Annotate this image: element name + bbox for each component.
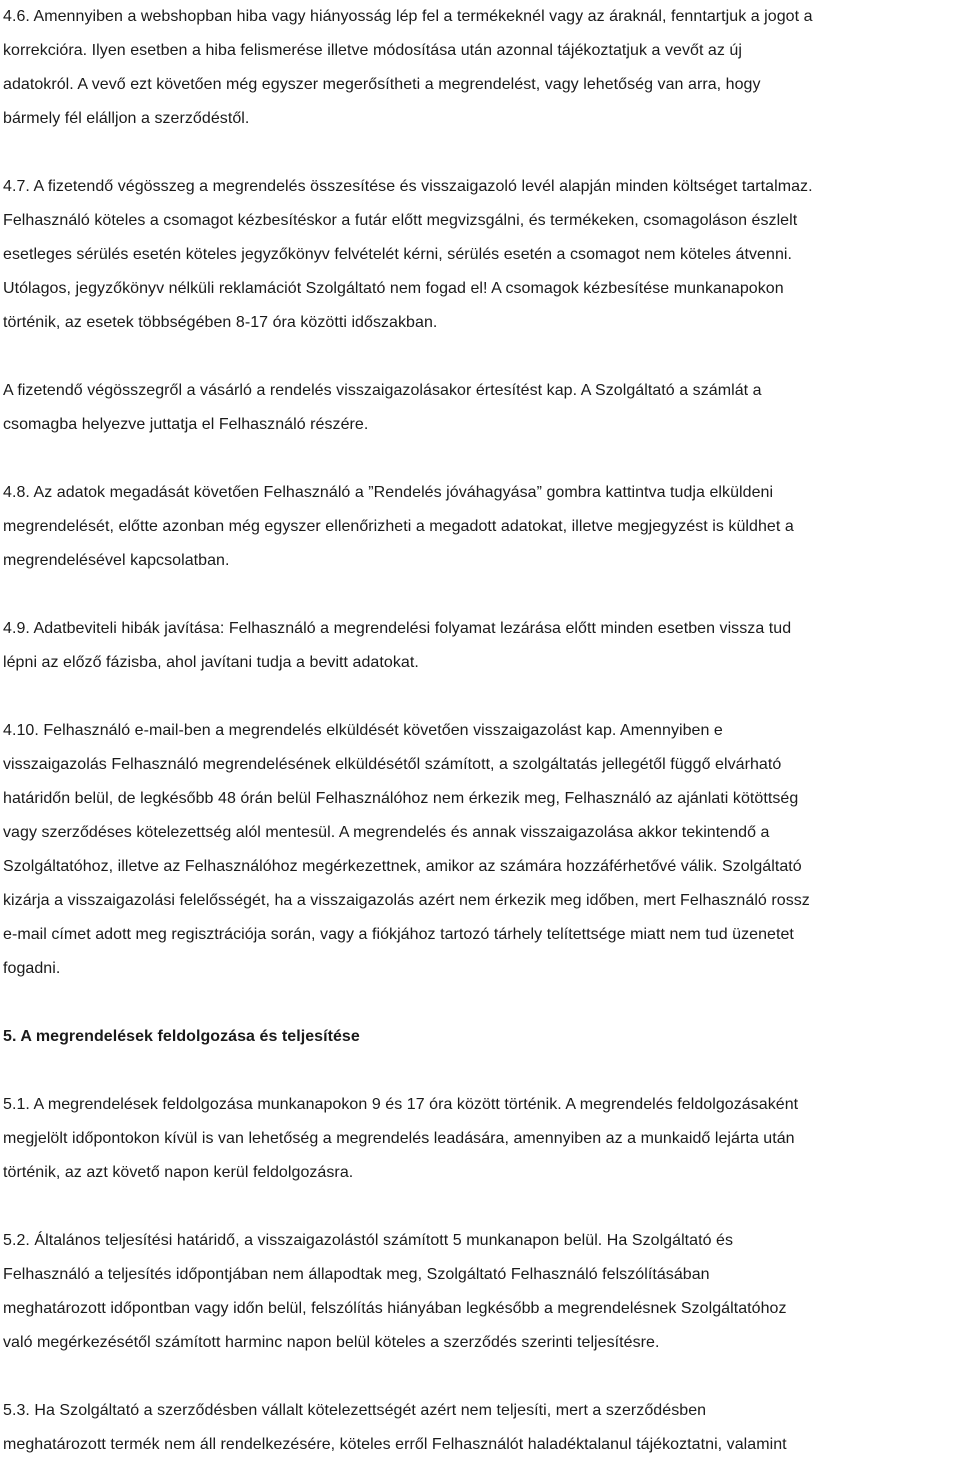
- text-line: lépni az előző fázisba, ahol javítani tudja a bevitt adatokat.: [3, 654, 419, 671]
- text-line: vagy szerződéses kötelezettség alól mentesül. A megrendelés és annak visszaigazolása akkor tekintendő a: [3, 824, 770, 841]
- text-line: 4.10. Felhasználó e-mail-ben a megrendelés elküldését követően visszaigazolást kap. Amennyiben e: [3, 722, 723, 739]
- text-line: fogadni.: [3, 960, 61, 977]
- text-line: korrekcióra. Ilyen esetben a hiba felismerése illetve módosítása után azonnal tájékoztatjuk a vevőt az új: [3, 42, 742, 59]
- paragraph-4-8: [3, 476, 955, 578]
- paragraph-4-9: [3, 612, 955, 680]
- paragraph-5-3: [3, 1394, 955, 1462]
- paragraph-4-10: [3, 714, 955, 986]
- text-line: 4.8. Az adatok megadását követően Felhasználó a ”Rendelés jóváhagyása” gombra kattintva tudja elküldeni: [3, 484, 774, 501]
- text-line: Utólagos, jegyzőkönyv nélküli reklamációt Szolgáltató nem fogad el! A csomagok kézbesítése munkanapokon: [3, 280, 784, 297]
- paragraph-5-2: [3, 1224, 955, 1360]
- paragraph-4-6: [3, 0, 955, 136]
- text-line: csomagba helyezve juttatja el Felhasználó részére.: [3, 416, 369, 433]
- text-line: bármely fél elálljon a szerződéstől.: [3, 110, 250, 127]
- paragraph-invoice: [3, 374, 955, 442]
- paragraph-4-7: [3, 170, 955, 340]
- paragraph-spacer: [3, 680, 955, 714]
- text-line: Szolgáltatóhoz, illetve az Felhasználóhoz megérkezettnek, amikor az számára hozzáférhetővé válik. Szolgáltató: [3, 858, 802, 875]
- text-line: e-mail címet adott meg regisztrációja során, vagy a fiókjához tartozó tárhely telítettsége miatt nem tud üzenetet: [3, 926, 794, 943]
- text-line: meghatározott időpontban vagy időn belül, felszólítás hiányában legkésőbb a megrendelésnek Szolgáltatóhoz: [3, 1300, 787, 1317]
- text-line: meghatározott termék nem áll rendelkezésére, köteles erről Felhasználót haladéktalanul tájékoztatni, valamint: [3, 1436, 787, 1453]
- text-line: visszaigazolás Felhasználó megrendelésének elküldésétől számított, a szolgáltatás jellegétől függő elvárható: [3, 756, 782, 773]
- text-line: megrendelésével kapcsolatban.: [3, 552, 230, 569]
- section-heading: 5. A megrendelések feldolgozása és teljesítése: [3, 1028, 360, 1045]
- paragraph-spacer: [3, 442, 955, 476]
- text-line: 5.3. Ha Szolgáltató a szerződésben vállalt kötelezettségét azért nem teljesíti, mert a szerződésben: [3, 1402, 707, 1419]
- text-line: Felhasználó köteles a csomagot kézbesítéskor a futár előtt megvizsgálni, és termékeken, csomagoláson észlelt: [3, 212, 798, 229]
- paragraph-spacer: [3, 1054, 955, 1088]
- paragraph-5-1: [3, 1088, 955, 1190]
- paragraph-spacer: [3, 136, 955, 170]
- text-line: 5.2. Általános teljesítési határidő, a visszaigazolástól számított 5 munkanapon belül. Ha Szolgáltató és: [3, 1232, 734, 1249]
- text-line: 5.1. A megrendelések feldolgozása munkanapokon 9 és 17 óra között történik. A megrendelés feldolgozásaként: [3, 1096, 799, 1113]
- text-line: 4.7. A fizetendő végösszeg a megrendelés összesítése és visszaigazoló levél alapján minden költséget tartalmaz.: [3, 178, 813, 195]
- paragraph-spacer: [3, 1360, 955, 1394]
- paragraph-spacer: [3, 986, 955, 1020]
- text-line: A fizetendő végösszegről a vásárló a rendelés visszaigazolásakor értesítést kap. A Szolgáltató a számlát a: [3, 382, 762, 399]
- text-line: 4.6. Amennyiben a webshopban hiba vagy hiányosság lép fel a termékeknél vagy az áraknál, fenntartjuk a jogot a: [3, 8, 813, 25]
- text-line: kizárja a visszaigazolási felelősségét, ha a visszaigazolás azért nem érkezik meg időben, mert Felhasználó rossz: [3, 892, 810, 909]
- text-line: megjelölt időpontokon kívül is van lehetőség a megrendelés leadására, amennyiben az a munkaidő lejárta után: [3, 1130, 795, 1147]
- text-line: történik, az esetek többségében 8-17 óra közötti időszakban.: [3, 314, 438, 331]
- text-line: adatokról. A vevő ezt követően még egyszer megerősítheti a megrendelést, vagy lehetőség van arra, hogy: [3, 76, 761, 93]
- text-line: megrendelését, előtte azonban még egyszer ellenőrizheti a megadott adatokat, illetve megjegyzést is küldhet a: [3, 518, 794, 535]
- text-line: történik, az azt követő napon kerül feldolgozásra.: [3, 1164, 354, 1181]
- text-line: esetleges sérülés esetén köteles jegyzőkönyv felvételét kérni, sérülés esetén a csomagot nem köteles átvenni.: [3, 246, 792, 263]
- paragraph-spacer: [3, 340, 955, 374]
- text-line: határidőn belül, de legkésőbb 48 órán belül Felhasználóhoz nem érkezik meg, Felhasználó az ajánlati kötöttség: [3, 790, 799, 807]
- section-heading-5: [3, 1020, 955, 1054]
- paragraph-spacer: [3, 1190, 955, 1224]
- text-line: Felhasználó a teljesítés időpontjában nem állapodtak meg, Szolgáltató Felhasználó felszólításában: [3, 1266, 710, 1283]
- text-line: 4.9. Adatbeviteli hibák javítása: Felhasználó a megrendelési folyamat lezárása előtt minden esetben vissza tud: [3, 620, 792, 637]
- document-page: [3, 0, 955, 1462]
- text-line: való megérkezésétől számított harminc napon belül köteles a szerződés szerinti teljesítésre.: [3, 1334, 660, 1351]
- paragraph-spacer: [3, 578, 955, 612]
